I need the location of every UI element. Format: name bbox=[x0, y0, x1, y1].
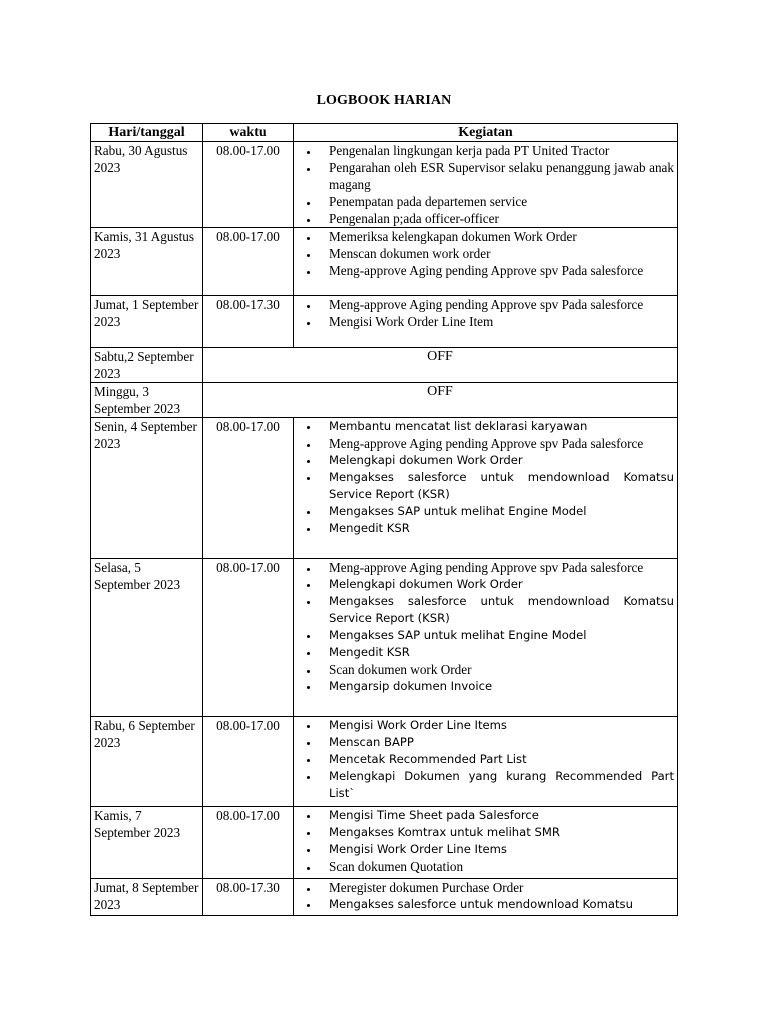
activity-item: • Penempatan pada departemen service bbox=[319, 193, 674, 210]
table-row bbox=[91, 879, 678, 916]
document-title: LOGBOOK HARIAN bbox=[316, 93, 452, 108]
activity-list bbox=[297, 228, 674, 279]
table-row bbox=[91, 717, 678, 807]
activity-item: • Mencetak Recommended Part List bbox=[319, 751, 674, 768]
activity-list bbox=[297, 418, 674, 537]
activity-item: • Menscan dokumen work order bbox=[319, 245, 674, 262]
activity-list bbox=[297, 142, 674, 227]
time-cell: 08.00-17.00 bbox=[203, 807, 294, 879]
activity-item: • Mengakses Komtrax untuk melihat SMR bbox=[319, 824, 674, 841]
activity-item: • Mengedit KSR bbox=[319, 644, 674, 661]
activity-item: • Mengakses SAP untuk melihat Engine Model bbox=[319, 503, 674, 520]
table-row bbox=[91, 559, 678, 717]
activity-item: • Meregister dokumen Purchase Order bbox=[319, 879, 674, 896]
time-cell: 08.00-17.00 bbox=[203, 142, 294, 228]
activity-item: • Mengedit KSR bbox=[319, 520, 674, 537]
logbook-table bbox=[90, 123, 678, 916]
table-row bbox=[91, 348, 678, 383]
time-cell: 08.00-17.00 bbox=[203, 228, 294, 296]
day-cell: Rabu, 30 Agustus 2023 bbox=[91, 142, 203, 228]
activities-cell bbox=[294, 879, 678, 916]
header-time: waktu bbox=[203, 124, 294, 142]
table-row bbox=[91, 142, 678, 228]
activity-list bbox=[297, 879, 674, 913]
activity-item: • Meng-approve Aging pending Approve spv Pada salesforce bbox=[319, 435, 674, 452]
activity-list bbox=[297, 559, 674, 695]
activity-item: • Scan dokumen work Order bbox=[319, 661, 674, 678]
activity-item: • Menscan BAPP bbox=[319, 734, 674, 751]
activity-item: • Mengisi Work Order Line Item bbox=[319, 313, 674, 330]
table-row bbox=[91, 383, 678, 418]
activity-item: • Melengkapi dokumen Work Order bbox=[319, 452, 674, 469]
time-cell: 08.00-17.00 bbox=[203, 418, 294, 559]
table-row bbox=[91, 418, 678, 559]
activities-cell bbox=[294, 228, 678, 296]
activity-item: • Mengarsip dokumen Invoice bbox=[319, 678, 674, 695]
time-cell: 08.00-17.00 bbox=[203, 717, 294, 807]
activity-item: • Mengisi Time Sheet pada Salesforce bbox=[319, 807, 674, 824]
activities-cell bbox=[294, 418, 678, 559]
activity-item: • Meng-approve Aging pending Approve spv Pada salesforce bbox=[319, 296, 674, 313]
activity-item: • Melengkapi Dokumen yang kurang Recommended Part List` bbox=[319, 768, 674, 802]
activities-cell bbox=[294, 296, 678, 348]
activity-item: • Memeriksa kelengkapan dokumen Work Order bbox=[319, 228, 674, 245]
day-cell: Jumat, 1 September 2023 bbox=[91, 296, 203, 348]
activities-cell bbox=[294, 559, 678, 717]
off-cell: OFF bbox=[203, 348, 678, 383]
activity-list bbox=[297, 717, 674, 802]
day-cell: Sabtu,2 September 2023 bbox=[91, 348, 203, 383]
activities-cell bbox=[294, 717, 678, 807]
activity-item: • Mengisi Work Order Line Items bbox=[319, 717, 674, 734]
activity-item: • Pengenalan p;ada officer-officer bbox=[319, 210, 674, 227]
activity-item: • Scan dokumen Quotation bbox=[319, 858, 674, 875]
day-cell: Jumat, 8 September 2023 bbox=[91, 879, 203, 916]
activities-cell bbox=[294, 142, 678, 228]
day-cell: Kamis, 31 Agustus 2023 bbox=[91, 228, 203, 296]
activity-item: • Pengarahan oleh ESR Supervisor selaku penanggung jawab anak magang bbox=[319, 159, 674, 193]
activity-list bbox=[297, 807, 674, 875]
day-cell: Minggu, 3 September 2023 bbox=[91, 383, 203, 418]
activity-item: • Mengisi Work Order Line Items bbox=[319, 841, 674, 858]
off-cell: OFF bbox=[203, 383, 678, 418]
activity-item: • Membantu mencatat list deklarasi karyawan bbox=[319, 418, 674, 435]
table-row bbox=[91, 296, 678, 348]
day-cell: Kamis, 7 September 2023 bbox=[91, 807, 203, 879]
table-row bbox=[91, 228, 678, 296]
time-cell: 08.00-17.30 bbox=[203, 879, 294, 916]
activities-cell bbox=[294, 807, 678, 879]
day-cell: Selasa, 5 September 2023 bbox=[91, 559, 203, 717]
activity-item: • Melengkapi dokumen Work Order bbox=[319, 576, 674, 593]
table-row bbox=[91, 807, 678, 879]
activity-item: • Mengakses salesforce untuk mendownload Komatsu bbox=[319, 896, 674, 913]
time-cell: 08.00-17.30 bbox=[203, 296, 294, 348]
header-row bbox=[91, 124, 678, 142]
day-cell: Senin, 4 September 2023 bbox=[91, 418, 203, 559]
activity-item: • Mengakses salesforce untuk mendownload Komatsu Service Report (KSR) bbox=[319, 593, 674, 627]
activity-item: • Mengakses salesforce untuk mendownload Komatsu Service Report (KSR) bbox=[319, 469, 674, 503]
activity-item: • Mengakses SAP untuk melihat Engine Model bbox=[319, 627, 674, 644]
activity-item: • Meng-approve Aging pending Approve spv Pada salesforce bbox=[319, 559, 674, 576]
activity-list bbox=[297, 296, 674, 330]
day-cell: Rabu, 6 September 2023 bbox=[91, 717, 203, 807]
activity-item: • Pengenalan lingkungan kerja pada PT United Tractor bbox=[319, 142, 674, 159]
header-day: Hari/tanggal bbox=[91, 124, 203, 142]
logbook-body bbox=[91, 142, 678, 916]
activity-item: • Meng-approve Aging pending Approve spv Pada salesforce bbox=[319, 262, 674, 279]
header-activities: Kegiatan bbox=[294, 124, 678, 142]
time-cell: 08.00-17.00 bbox=[203, 559, 294, 717]
